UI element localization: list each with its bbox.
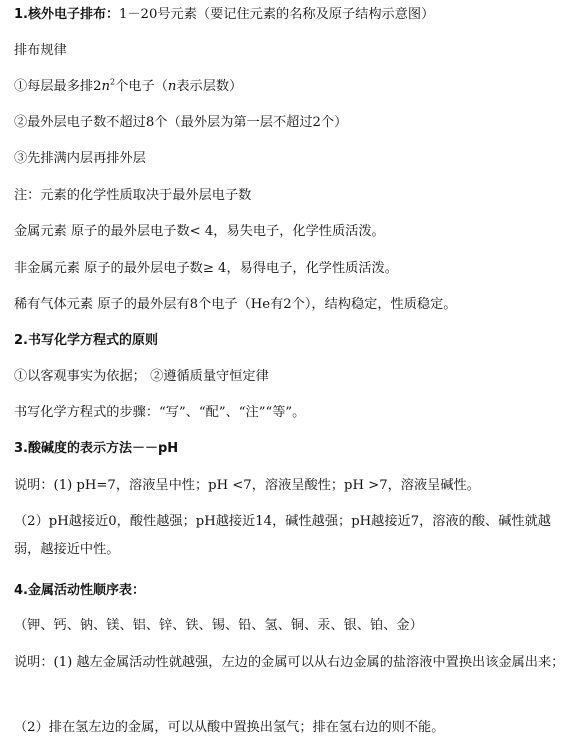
rule-1-exponent: 2 bbox=[110, 77, 116, 87]
rule-3: ③先排满内层再排外层 bbox=[14, 151, 146, 166]
rule-1-part-c: 表示层数） bbox=[176, 79, 243, 94]
equation-steps: 书写化学方程式的步骤：“写”、“配”、“注”“等”。 bbox=[14, 405, 306, 420]
rule-1-var-n2: n bbox=[167, 79, 177, 94]
ph-note-2: （2）pH越接近0，酸性越强；pH越接近14，碱性越强；pH越接近7，溶液的酸、碱性就越弱，越接近中性。 bbox=[14, 514, 551, 557]
section-4-title: 4.金属活动性顺序表： bbox=[14, 583, 145, 598]
equation-principles: ①以客观事实为依据； ②遵循质量守恒定律 bbox=[14, 369, 269, 384]
rule-1-part-b: 个电子（ bbox=[115, 79, 168, 94]
rule-2: ②最外层电子数不超过8个（最外层为第一层不超过2个） bbox=[14, 115, 348, 130]
activity-note-1: 说明：(1) 越左金属活动性就越强，左边的金属可以从右边金属的盐溶液中置换出该金属出来； bbox=[14, 655, 565, 670]
section-2-title: 2.书写化学方程式的原则 bbox=[14, 333, 158, 348]
note-chemical-property: 注：元素的化学性质取决于最外层电子数 bbox=[14, 188, 252, 203]
section-1-title-rest: 1－20号元素（要记住元素的名称及原子结构示意图） bbox=[118, 7, 435, 22]
rule-1 bbox=[14, 78, 570, 96]
noble-gas-elements: 稀有气体元素 原子的最外层有8个电子（He有2个），结构稳定，性质稳定。 bbox=[14, 297, 457, 312]
rule-1-var-n: n bbox=[101, 79, 111, 94]
ph-note-1: 说明：(1) pH=7，溶液呈中性；pH <7，溶液呈酸性；pH >7，溶液呈碱性。 bbox=[14, 478, 480, 493]
section-1-title: 1.核外电子排布： bbox=[14, 7, 119, 22]
activity-note-2: （2）排在氢左边的金属，可以从酸中置换出氢气；排在氢右边的则不能。 bbox=[14, 720, 445, 735]
rule-heading: 排布规律 bbox=[14, 43, 67, 58]
section-3-title: 3.酸碱度的表示方法－－pH bbox=[14, 441, 179, 456]
nonmetal-elements: 非金属元素 原子的最外层电子数≥ 4，易得电子，化学性质活泼。 bbox=[14, 261, 398, 276]
metal-activity-series: （钾、钙、钠、镁、铝、锌、铁、锡、铅、氢、铜、汞、银、铂、金） bbox=[14, 618, 423, 633]
metal-elements: 金属元素 原子的最外层电子数< 4，易失电子，化学性质活泼。 bbox=[14, 224, 385, 239]
section-1-heading bbox=[14, 6, 570, 24]
rule-1-part-a: ①每层最多排2 bbox=[14, 79, 102, 94]
